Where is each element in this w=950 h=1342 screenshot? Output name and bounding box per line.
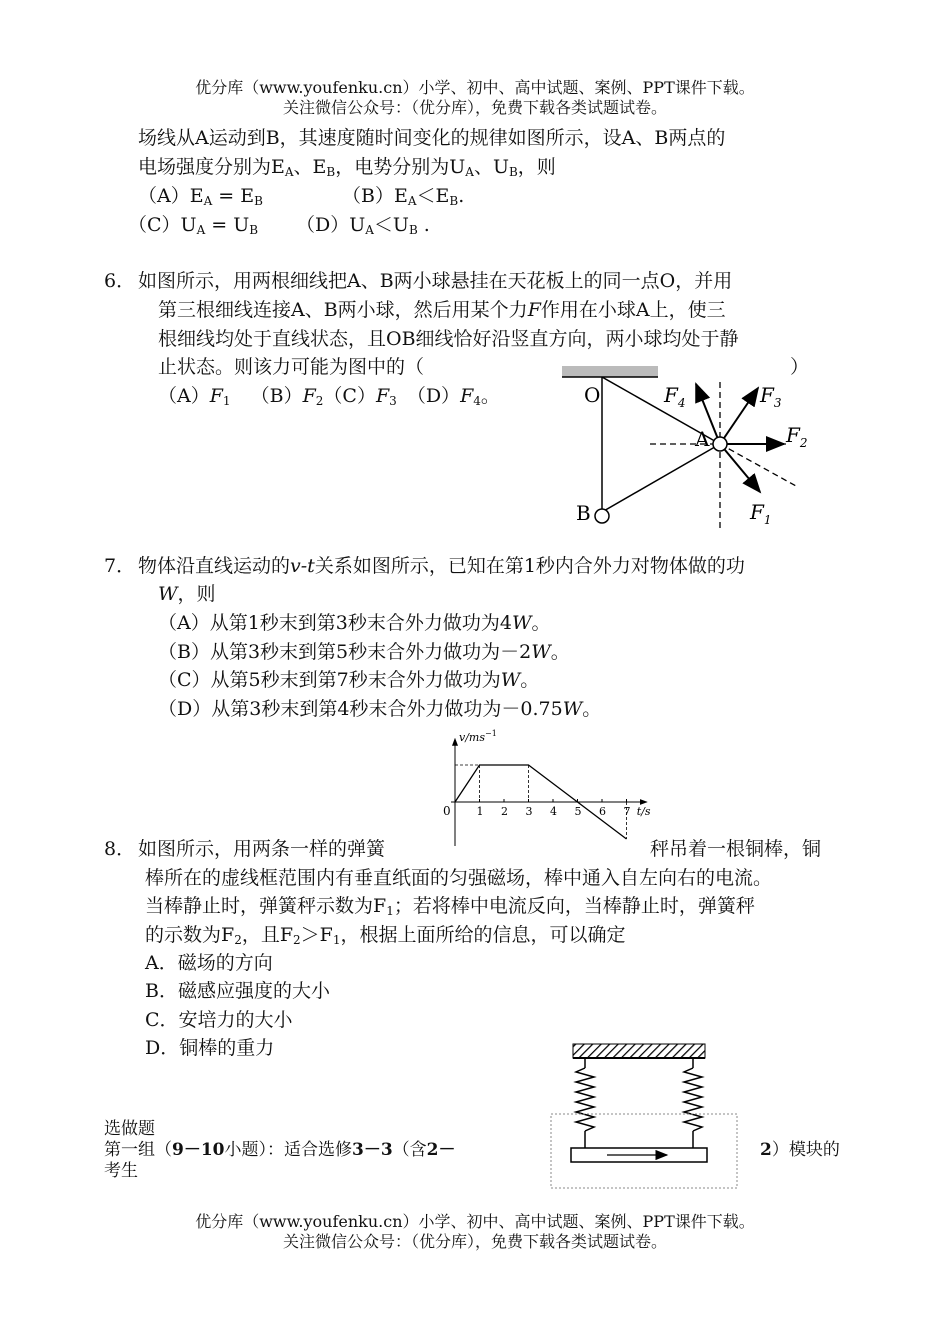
q8-option-c: C．安培力的大小: [145, 1009, 293, 1031]
q7-option-b: （B）从第3秒末到第5秒末合外力做功为－2W。: [158, 641, 570, 663]
q6-line-4: 止状态。则该力可能为图中的（: [158, 356, 425, 378]
q7-line-2: W，则: [158, 583, 216, 605]
q8-line-3: 当棒静止时，弹簧秤示数为$F_1$；若将棒中电流反向，当棒静止时，弹簧秤: [145, 895, 755, 918]
header-line-1: 优分库（www.youfenku.cn）小学、初中、高中试题、案例、PPT课件下载。: [195, 78, 755, 97]
x-axis-label: t/s: [636, 805, 651, 818]
q7-line-1: 物体沿直线运动的v-t关系如图所示，已知在第1秒内合外力对物体做的功: [138, 555, 745, 577]
header-line-2: 关注微信公众号：（优分库），免费下载各类试题试卷。: [282, 98, 667, 117]
q8-line-1a: 如图所示，用两条一样的弹簧: [138, 838, 386, 860]
x-tick-label: 2: [501, 805, 508, 818]
optional-group-line-end: 2）模块的: [760, 1140, 840, 1160]
string-ab: [602, 444, 720, 512]
x-tick-label: 5: [574, 805, 582, 818]
q6-number: 6．: [104, 270, 136, 292]
label-o: O: [584, 383, 601, 407]
footer-line-2: 关注微信公众号：（优分库），免费下载各类试题试卷。: [282, 1232, 667, 1251]
x-tick-label: 3: [525, 805, 533, 818]
label-b: B: [576, 501, 591, 525]
q8-line-1b: 秤吊着一根铜棒，铜: [650, 838, 822, 860]
q6-line-4-close: ）: [790, 356, 810, 378]
q5-option-b: $(B)E_A<E_B$.: [342, 185, 465, 208]
x-tick-label: 7: [623, 805, 631, 818]
y-axis-label: $v/ms^{-1}$: [459, 728, 497, 744]
q7-number: 7．: [104, 555, 136, 577]
q5-line-1: 场线从A运动到B，其速度随时间变化的规律如图所示，设A、B两点的: [138, 127, 726, 149]
label-f3: $F_3$: [760, 383, 782, 410]
label-a: A: [695, 427, 710, 451]
q5-line-2: 电场强度分别为$E_A$、$E_B$，电势分别为$U_A$、$U_B$，则: [138, 156, 556, 179]
spring-balance-figure: [545, 1040, 745, 1192]
footer-line-1: 优分库（www.youfenku.cn）小学、初中、高中试题、案例、PPT课件下载。: [195, 1212, 755, 1231]
q8-option-b: B．磁感应强度的大小: [145, 980, 330, 1002]
ceiling: [562, 366, 658, 377]
force-f3-arrow: [720, 388, 758, 444]
q8-number: 8．: [104, 838, 136, 860]
optional-group-end: 考生: [104, 1161, 138, 1181]
q6-options: $(A)F_1$ $(B)F_2(C)F_3$ $(D)F_4$。: [158, 385, 500, 408]
q7-option-d: （D）从第3秒末到第4秒末合外力做功为－0.75W。: [158, 698, 602, 720]
q6-line-1: 如图所示，用两根细线把A、B两小球悬挂在天花板上的同一点O，并用: [138, 270, 733, 292]
q8-option-a: A．磁场的方向: [145, 952, 273, 974]
force-diagram: [550, 362, 820, 532]
dashed-extension: [720, 444, 796, 486]
q7-option-c: （C）从第5秒末到第7秒末合外力做功为W。: [158, 669, 540, 691]
q5-option-a: $(A)E_A = E_B$: [138, 185, 263, 208]
label-f4: $F_4$: [664, 383, 686, 410]
ball-a: [713, 437, 727, 451]
ceiling-support: [573, 1044, 705, 1058]
label-f1: $F_1$: [750, 500, 772, 527]
force-f1-arrow: [720, 444, 760, 492]
ball-b: [595, 509, 609, 523]
label-f2: $F_2$: [786, 423, 808, 450]
x-tick-label: 6: [599, 805, 606, 818]
x-tick-label: 4: [550, 805, 557, 818]
optional-group-line: 第一组（9－10小题）：适合选修3－3（含2－: [104, 1140, 456, 1160]
q7-option-a: （A）从第1秒末到第3秒末合外力做功为4W。: [158, 612, 551, 634]
q5-option-d: $(D)U_A<U_B$ .: [296, 214, 430, 237]
optional-title: 选做题: [104, 1119, 155, 1139]
q8-line-4: 的示数为$F_2$，且$F_2>F_1$，根据上面所给的信息，可以确定: [145, 924, 626, 947]
q8-option-d: D．铜棒的重力: [145, 1037, 275, 1059]
q5-option-c: $(C)U_A = U_B$: [128, 214, 259, 237]
vt-chart: [440, 722, 670, 846]
x-tick-label: 1: [476, 805, 484, 818]
q8-line-2: 棒所在的虚线框范围内有垂直纸面的匀强磁场，棒中通入自左向右的电流。: [145, 867, 773, 889]
origin-label: 0: [443, 804, 451, 818]
left-spring: [576, 1058, 594, 1150]
q6-line-3: 根细线均处于直线状态，且OB细线恰好沿竖直方向，两小球均处于静: [158, 328, 739, 350]
right-spring: [684, 1058, 702, 1150]
q6-line-2: 第三根细线连接A、B两小球，然后用某个力F作用在小球A上，使三: [158, 299, 726, 321]
